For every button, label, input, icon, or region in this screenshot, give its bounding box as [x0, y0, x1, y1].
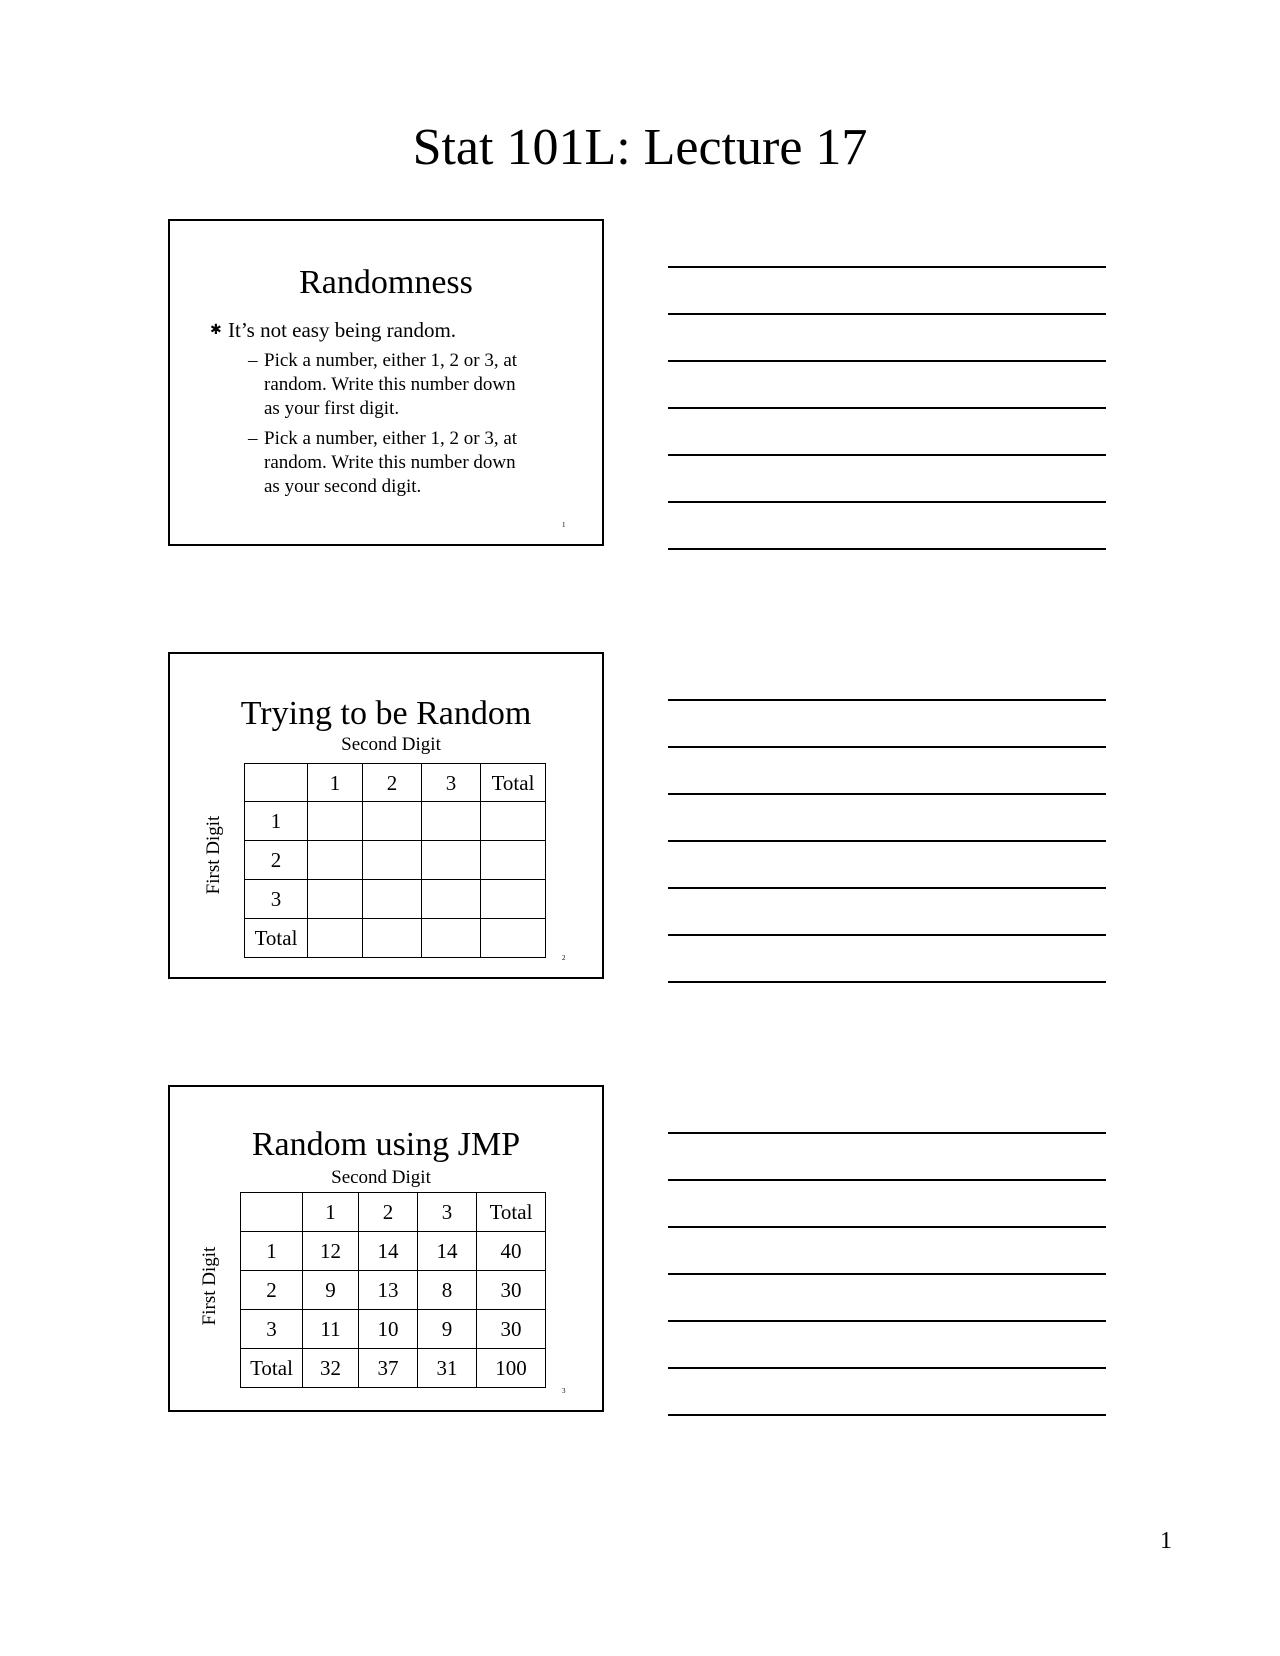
table-cell: 8	[418, 1271, 477, 1310]
table-row	[245, 880, 546, 919]
sub-bullet-line: random. Write this number down	[264, 374, 516, 395]
table-cell	[308, 802, 363, 841]
asterisk-bullet-icon: ✱	[210, 323, 222, 338]
note-line	[668, 1226, 1106, 1228]
table-cell: 31	[418, 1349, 477, 1388]
slide-title: Trying to be Random	[240, 695, 532, 732]
note-line	[668, 1273, 1106, 1275]
table-cell	[245, 764, 308, 802]
note-line	[668, 1179, 1106, 1181]
table-cell: 14	[359, 1232, 418, 1271]
table-cell: 100	[477, 1349, 546, 1388]
note-line	[668, 1414, 1106, 1416]
note-line	[668, 407, 1106, 409]
table-cell: 40	[477, 1232, 546, 1271]
slide-number: 3	[562, 1387, 566, 1395]
table-cell	[422, 919, 481, 958]
table-total-row	[241, 1349, 546, 1388]
table-cell: 12	[303, 1232, 359, 1271]
table-cell: 13	[359, 1271, 418, 1310]
table-cell	[481, 919, 546, 958]
note-line	[668, 313, 1106, 315]
note-line	[668, 1367, 1106, 1369]
table-cell: 10	[359, 1310, 418, 1349]
table-header-row	[245, 764, 546, 802]
bullet-text: It’s not easy being random.	[228, 318, 457, 342]
table-row	[241, 1310, 546, 1349]
bullet-list	[210, 317, 590, 499]
slide-title: Random using JMP	[251, 1126, 521, 1163]
slide-number: 1	[562, 521, 566, 529]
table-cell: 9	[418, 1310, 477, 1349]
table-cell: 1	[245, 802, 308, 841]
table-cell: 2	[359, 1193, 418, 1232]
table-cell: 14	[418, 1232, 477, 1271]
table-cell: 11	[303, 1310, 359, 1349]
table-total-row	[245, 919, 546, 958]
table-cell	[481, 802, 546, 841]
slide-number: 2	[562, 954, 566, 962]
sub-bullet-item	[248, 427, 554, 499]
table-row	[241, 1232, 546, 1271]
table-cell: 1	[241, 1232, 303, 1271]
table-cell: Total	[241, 1349, 303, 1388]
count-table	[244, 763, 546, 958]
table-cell	[308, 880, 363, 919]
slide-title: Randomness	[299, 264, 473, 301]
page-title: Stat 101L: Lecture 17	[412, 119, 868, 176]
column-axis-label: Second Digit	[341, 734, 441, 755]
row-axis-label: First Digit	[203, 815, 224, 895]
table-cell	[308, 841, 363, 880]
sub-bullet-line: as your first digit.	[264, 398, 400, 419]
note-line	[668, 501, 1106, 503]
table-cell: 3	[422, 764, 481, 802]
note-line	[668, 1320, 1106, 1322]
table-cell: 9	[303, 1271, 359, 1310]
sub-bullet-line: Pick a number, either 1, 2 or 3, at	[264, 350, 518, 371]
table-cell: 3	[241, 1310, 303, 1349]
table-cell: 30	[477, 1310, 546, 1349]
sub-bullet-line: Pick a number, either 1, 2 or 3, at	[264, 428, 518, 449]
table-cell	[363, 802, 422, 841]
slide-random-using-jmp	[168, 1085, 604, 1412]
dash-bullet-icon: –	[248, 350, 258, 371]
table-cell	[241, 1193, 303, 1232]
note-line	[668, 454, 1106, 456]
count-table	[240, 1192, 546, 1388]
note-line	[668, 699, 1106, 701]
table-cell: Total	[481, 764, 546, 802]
note-line	[668, 981, 1106, 983]
note-line	[668, 1132, 1106, 1134]
page-number: 1	[1160, 1528, 1172, 1554]
note-line	[668, 266, 1106, 268]
note-line	[668, 360, 1106, 362]
table-cell: 32	[303, 1349, 359, 1388]
row-axis-label: First Digit	[199, 1246, 220, 1326]
column-axis-label: Second Digit	[331, 1167, 431, 1188]
table-cell: Total	[477, 1193, 546, 1232]
table-cell: 2	[241, 1271, 303, 1310]
table-cell: 3	[245, 880, 308, 919]
table-row	[245, 802, 546, 841]
table-cell	[422, 841, 481, 880]
table-cell: 3	[418, 1193, 477, 1232]
table-cell	[481, 880, 546, 919]
table-cell: Total	[245, 919, 308, 958]
note-line	[668, 548, 1106, 550]
table-cell: 37	[359, 1349, 418, 1388]
table-cell: 2	[363, 764, 422, 802]
table-cell: 30	[477, 1271, 546, 1310]
table-cell: 1	[308, 764, 363, 802]
table-header-row	[241, 1193, 546, 1232]
sub-bullet-line: random. Write this number down	[264, 452, 516, 473]
slide-trying-to-be-random	[168, 652, 604, 979]
note-line	[668, 793, 1106, 795]
sub-bullet-line: as your second digit.	[264, 476, 422, 497]
sub-bullet-item	[248, 349, 554, 421]
table-cell	[308, 919, 363, 958]
table-row	[245, 841, 546, 880]
table-cell	[481, 841, 546, 880]
table-cell	[363, 880, 422, 919]
note-line	[668, 840, 1106, 842]
note-line	[668, 934, 1106, 936]
table-cell	[422, 880, 481, 919]
note-line	[668, 746, 1106, 748]
table-row	[241, 1271, 546, 1310]
table-cell: 2	[245, 841, 308, 880]
dash-bullet-icon: –	[248, 428, 258, 449]
slide-randomness	[168, 219, 604, 546]
table-cell	[363, 841, 422, 880]
bullet-item	[210, 317, 590, 343]
table-cell	[422, 802, 481, 841]
table-cell	[363, 919, 422, 958]
table-cell: 1	[303, 1193, 359, 1232]
note-line	[668, 887, 1106, 889]
